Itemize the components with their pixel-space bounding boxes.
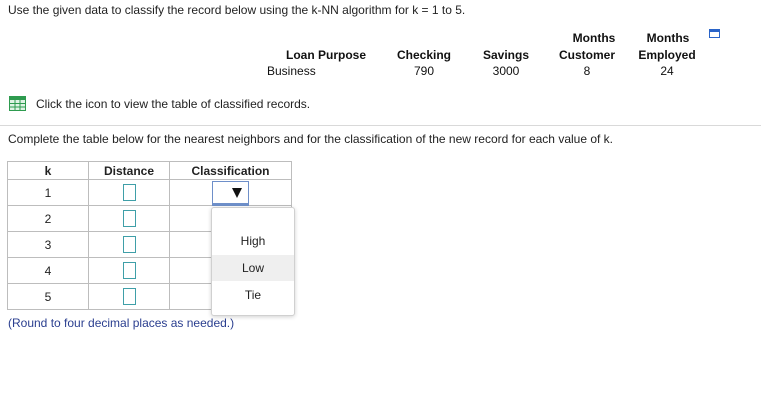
k-value: 5 bbox=[8, 284, 89, 310]
section-divider bbox=[0, 125, 761, 126]
record-value-savings: 3000 bbox=[492, 64, 520, 78]
distance-input[interactable] bbox=[123, 288, 136, 305]
table-row bbox=[8, 180, 292, 206]
distance-cell bbox=[89, 232, 170, 258]
classification-dropdown-menu bbox=[211, 207, 295, 316]
record-header-months-employed: Employed bbox=[638, 48, 696, 62]
dropdown-arrow-icon bbox=[232, 188, 242, 198]
record-header-months-customer-line1: Months bbox=[572, 31, 616, 45]
distance-input[interactable] bbox=[123, 236, 136, 253]
complete-instruction: Complete the table below for the nearest neighbors and for the classification of the new record for each value of k. bbox=[8, 132, 614, 146]
round-note: (Round to four decimal places as needed.) bbox=[8, 316, 235, 330]
table-icon-label: Click the icon to view the table of classified records. bbox=[36, 97, 311, 111]
record-value-loan-purpose: Business bbox=[267, 64, 316, 78]
record-value-months-customer: 8 bbox=[583, 64, 591, 78]
distance-cell bbox=[89, 206, 170, 232]
record-header-months-customer: Customer bbox=[558, 48, 615, 62]
record-header-months-employed-line1: Months bbox=[646, 31, 690, 45]
distance-input[interactable] bbox=[123, 184, 136, 201]
instruction-text: Use the given data to classify the record below using the k-NN algorithm for k = 1 to 5. bbox=[8, 3, 466, 17]
popout-icon[interactable] bbox=[709, 29, 720, 38]
record-header-savings: Savings bbox=[482, 48, 530, 62]
dropdown-option-low[interactable]: Low bbox=[212, 255, 294, 281]
dropdown-focus-underline bbox=[212, 204, 249, 206]
distance-input[interactable] bbox=[123, 210, 136, 227]
answer-header-distance: Distance bbox=[89, 162, 170, 180]
record-value-months-employed: 24 bbox=[660, 64, 674, 78]
table-grid-icon[interactable] bbox=[9, 96, 26, 111]
record-value-checking: 790 bbox=[413, 64, 435, 78]
dropdown-option-high[interactable]: High bbox=[240, 234, 266, 248]
record-header-loan-purpose: Loan Purpose bbox=[285, 48, 366, 62]
distance-cell bbox=[89, 258, 170, 284]
k-value: 3 bbox=[8, 232, 89, 258]
k-value: 1 bbox=[8, 180, 89, 206]
classification-dropdown[interactable] bbox=[212, 181, 249, 204]
k-value: 2 bbox=[8, 206, 89, 232]
record-header-checking: Checking bbox=[396, 48, 451, 62]
dropdown-option-tie[interactable]: Tie bbox=[244, 288, 262, 302]
k-value: 4 bbox=[8, 258, 89, 284]
distance-cell bbox=[89, 284, 170, 310]
answer-header-classification: Classification bbox=[170, 162, 292, 180]
answer-header-k: k bbox=[8, 162, 89, 180]
classification-cell bbox=[170, 180, 292, 206]
distance-cell bbox=[89, 180, 170, 206]
distance-input[interactable] bbox=[123, 262, 136, 279]
